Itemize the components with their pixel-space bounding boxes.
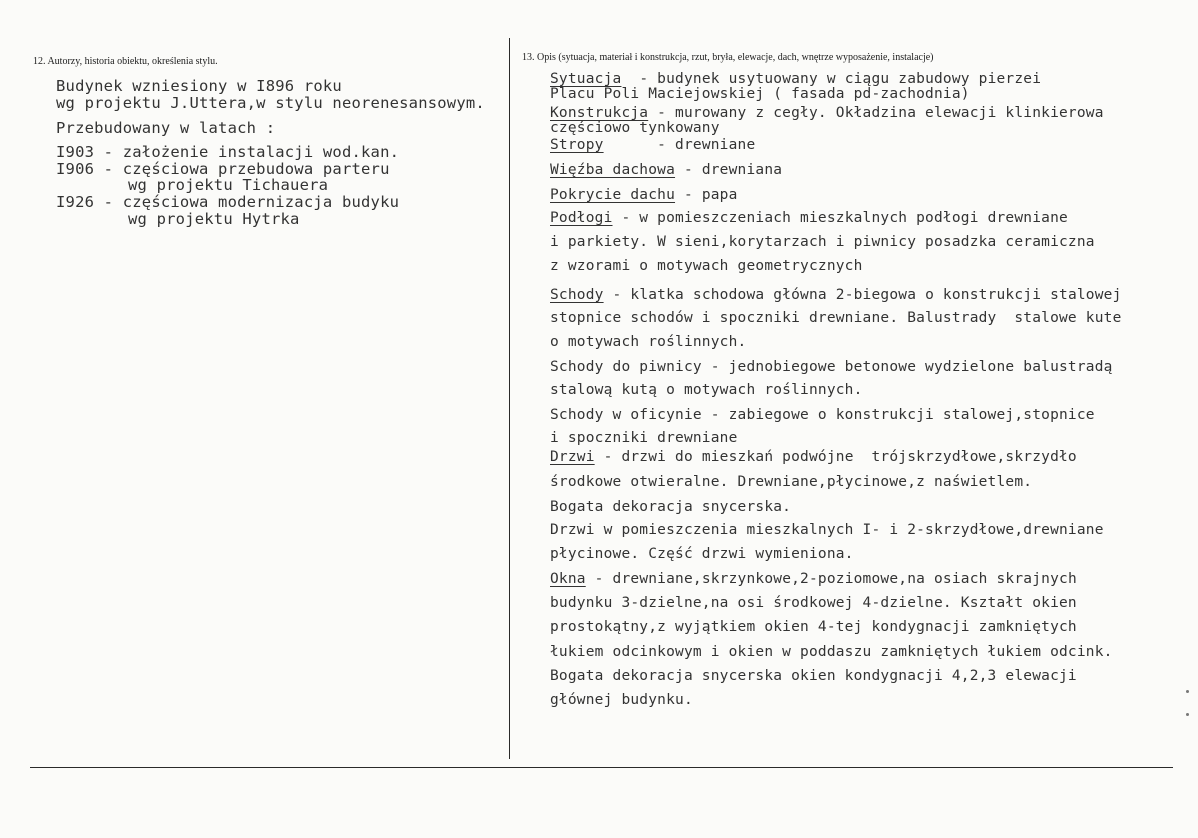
- text-line: z wzorami o motywach geometrycznych: [550, 258, 863, 274]
- text-line: Sytuacja - budynek usytuowany w ciągu zabudowy pierzei: [550, 71, 1042, 87]
- text-line: Drzwi - drzwi do mieszkań podwójne trójskrzydłowe,skrzydło: [550, 449, 1077, 465]
- paper-mark: [1186, 690, 1189, 693]
- field-label-podlogi: Podłogi: [550, 210, 613, 226]
- text-line: Placu Poli Maciejowskiej ( fasada pd-zachodnia): [550, 86, 970, 102]
- text-line: wg projektu J.Uttera,w stylu neorenesansowym.: [56, 94, 485, 112]
- text-line: Pokrycie dachu - papa: [550, 187, 738, 203]
- text-line: o motywach roślinnych.: [550, 334, 747, 350]
- field-label-schody: Schody: [550, 287, 604, 303]
- text-line: łukiem odcinkowym i okien w poddaszu zamkniętych łukiem odcink.: [550, 644, 1113, 660]
- text-line: Budynek wzniesiony w I896 roku: [56, 77, 342, 95]
- text-line: Więźba dachowa - drewniana: [550, 162, 783, 178]
- text-line: Konstrukcja - murowany z cegły. Okładzina elewacji klinkierowa: [550, 105, 1104, 121]
- text-line: Bogata dekoracja snycerska okien kondygnacji 4,2,3 elewacji: [550, 668, 1077, 684]
- field-label-wiezba: Więźba dachowa: [550, 162, 676, 178]
- text-line: Schody w oficynie - zabiegowe o konstrukcji stalowej,stopnice: [550, 407, 1095, 423]
- field-label-pokrycie: Pokrycie dachu: [550, 187, 676, 203]
- text-line: prostokątny,z wyjątkiem okien 4-tej kondygnacji zamkniętych: [550, 619, 1077, 635]
- text-line: Bogata dekoracja snycerska.: [550, 499, 792, 515]
- text-line: wg projektu Tichauera: [128, 176, 329, 194]
- text-line: Drzwi w pomieszczenia mieszkalnych I- i 2-skrzydłowe,drewniane: [550, 522, 1104, 538]
- text-line: płycinowe. Część drzwi wymieniona.: [550, 546, 854, 562]
- text-line: wg projektu Hytrka: [128, 210, 300, 228]
- text-line: I926 - częściowa modernizacja budyku: [56, 193, 400, 211]
- text-line: I906 - częściowa przebudowa parteru: [56, 160, 390, 178]
- bottom-rule: [30, 767, 1173, 768]
- section-13-heading: 13. Opis (sytuacja, materiał i konstrukcja, rzut, bryła, elewacje, dach, wnętrze wyposażenie, instalacje): [522, 52, 934, 63]
- paper-mark: [1186, 713, 1189, 716]
- field-label-stropy: Stropy: [550, 137, 604, 153]
- text-line: głównej budynku.: [550, 692, 693, 708]
- text-line: i parkiety. W sieni,korytarzach i piwnicy posadzka ceramiczna: [550, 234, 1095, 250]
- text-line: Schody do piwnicy - jednobiegowe betonowe wydzielone balustradą: [550, 359, 1113, 375]
- section-12-heading: 12. Autorzy, historia obiektu, określenia stylu.: [33, 56, 218, 67]
- field-label-sytuacja: Sytuacja: [550, 71, 622, 87]
- text-line: stopnice schodów i spoczniki drewniane. Balustrady stalowe kute: [550, 310, 1122, 326]
- column-divider: [509, 38, 510, 759]
- text-line: środkowe otwieralne. Drewniane,płycinowe,z naświetlem.: [550, 474, 1033, 490]
- field-label-konstrukcja: Konstrukcja: [550, 105, 649, 121]
- text-line: budynku 3-dzielne,na osi środkowej 4-dzielne. Kształt okien: [550, 595, 1077, 611]
- text-line: i spoczniki drewniane: [550, 430, 738, 446]
- text-line: I903 - założenie instalacji wod.kan.: [56, 143, 400, 161]
- text-line: Schody - klatka schodowa główna 2-biegowa o konstrukcji stalowej: [550, 287, 1122, 303]
- text-line: Podłogi - w pomieszczeniach mieszkalnych podłogi drewniane: [550, 210, 1068, 226]
- field-label-okna: Okna: [550, 571, 586, 587]
- text-line: Przebudowany w latach :: [56, 119, 276, 137]
- text-line: częściowo tynkowany: [550, 120, 720, 136]
- field-label-drzwi: Drzwi: [550, 449, 595, 465]
- text-line: stalową kutą o motywach roślinnych.: [550, 382, 863, 398]
- text-line: Okna - drewniane,skrzynkowe,2-poziomowe,na osiach skrajnych: [550, 571, 1077, 587]
- text-line: Stropy - drewniane: [550, 137, 756, 153]
